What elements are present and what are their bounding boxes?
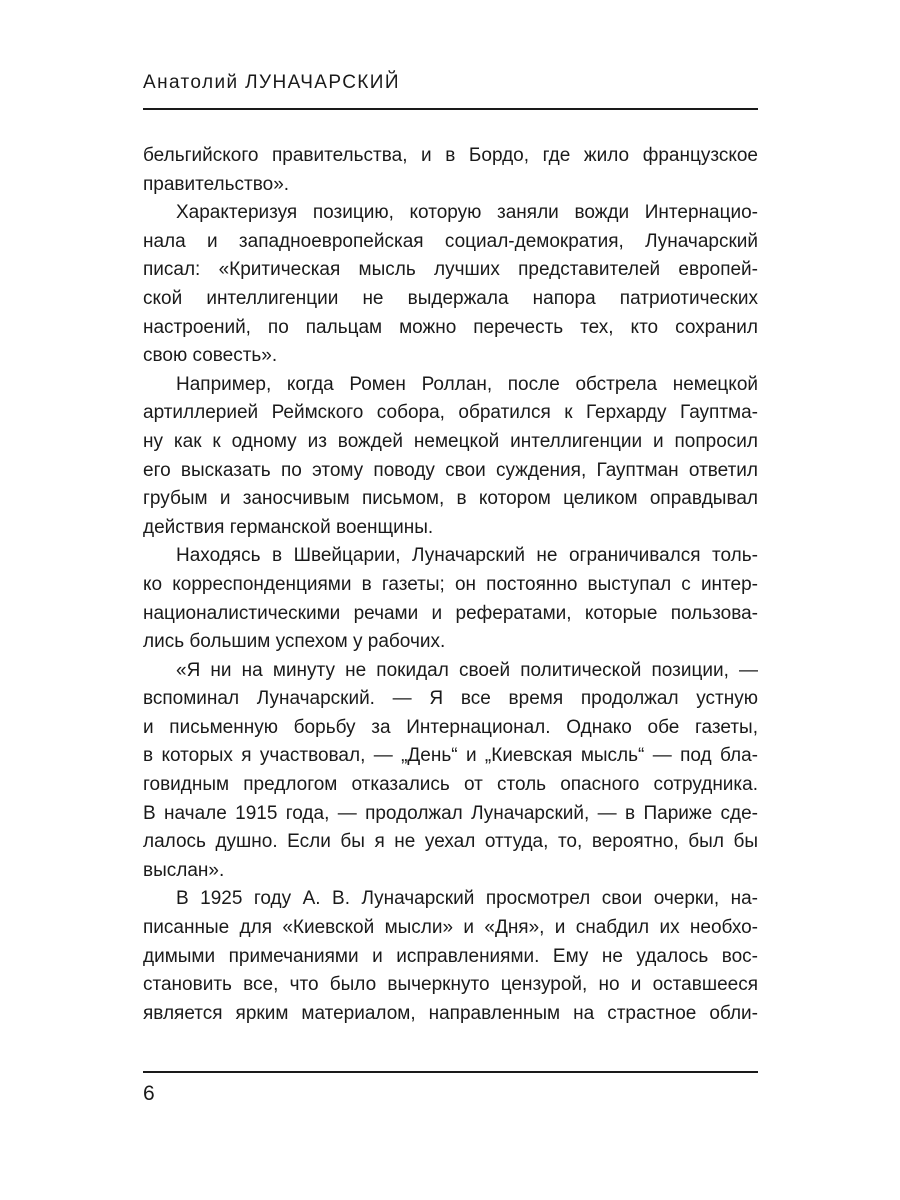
text-line: свою совесть». bbox=[143, 345, 278, 367]
text-line: «Я ни на минуту не покидал своей политической позиции, — bbox=[176, 659, 758, 681]
text-line: грубым и заносчивым письмом, в котором целиком оправдывал bbox=[143, 488, 758, 510]
text-line: лись большим успехом у рабочих. bbox=[143, 631, 446, 653]
text-line: вспоминал Луначарский. — Я все время продолжал устную bbox=[143, 688, 758, 710]
text-line: его высказать по этому поводу свои суждения, Гауптман ответил bbox=[143, 459, 758, 481]
text-line: лалось душно. Если бы я не уехал оттуда, то, вероятно, был бы bbox=[143, 831, 758, 853]
text-line: действия германской военщины. bbox=[143, 516, 434, 538]
footer-rule bbox=[143, 1071, 758, 1073]
header-rule bbox=[143, 108, 758, 110]
text-line: в которых я участвовал, — „День“ и „Киевская мысль“ — под бла- bbox=[143, 745, 758, 767]
text-line: Находясь в Швейцарии, Луначарский не ограничивался толь- bbox=[176, 545, 758, 567]
text-line: ну как к одному из вождей немецкой интеллигенции и попросил bbox=[143, 430, 758, 452]
text-line: артиллерией Реймского собора, обратился к Герхарду Гауптма- bbox=[143, 402, 758, 424]
text-line: писал: «Критическая мысль лучших представителей европей- bbox=[143, 259, 758, 281]
body-text bbox=[143, 142, 758, 1028]
text-line: ской интеллигенции не выдержала напора патриотических bbox=[143, 287, 758, 309]
text-line: В начале 1915 года, — продолжал Луначарский, — в Париже сде- bbox=[143, 802, 758, 824]
text-line: говидным предлогом отказались от столь опасного сотрудника. bbox=[143, 774, 758, 796]
text-line: и письменную борьбу за Интернационал. Однако обе газеты, bbox=[143, 716, 758, 738]
text-line: является ярким материалом, направленным на страстное обли- bbox=[143, 1002, 758, 1024]
text-line: становить все, что было вычеркнуто цензурой, но и оставшееся bbox=[143, 974, 758, 996]
running-head: Анатолий ЛУНАЧАРСКИЙ bbox=[143, 72, 400, 93]
text-line: националистическими речами и рефератами, которые пользова- bbox=[143, 602, 758, 624]
text-line: правительство». bbox=[143, 173, 290, 195]
text-line: писанные для «Киевской мысли» и «Дня», и снабдил их необхо- bbox=[143, 917, 758, 939]
text-line: димыми примечаниями и исправлениями. Ему не удалось вос- bbox=[143, 945, 758, 967]
page-number: 6 bbox=[143, 1082, 155, 1105]
text-line: выслан». bbox=[143, 859, 225, 881]
text-line: нала и западноевропейская социал-демократия, Луначарский bbox=[143, 230, 758, 252]
text-line: Характеризуя позицию, которую заняли вожди Интернацио- bbox=[176, 202, 758, 224]
text-line: Например, когда Ромен Роллан, после обстрела немецкой bbox=[176, 373, 758, 395]
text-line: В 1925 году А. В. Луначарский просмотрел свои очерки, на- bbox=[176, 888, 758, 910]
text-line: бельгийского правительства, и в Бордо, где жило французское bbox=[143, 145, 758, 166]
text-line: ко корреспонденциями в газеты; он постоянно выступал с интер- bbox=[143, 573, 758, 595]
text-line: настроений, по пальцам можно перечесть тех, кто сохранил bbox=[143, 316, 758, 338]
